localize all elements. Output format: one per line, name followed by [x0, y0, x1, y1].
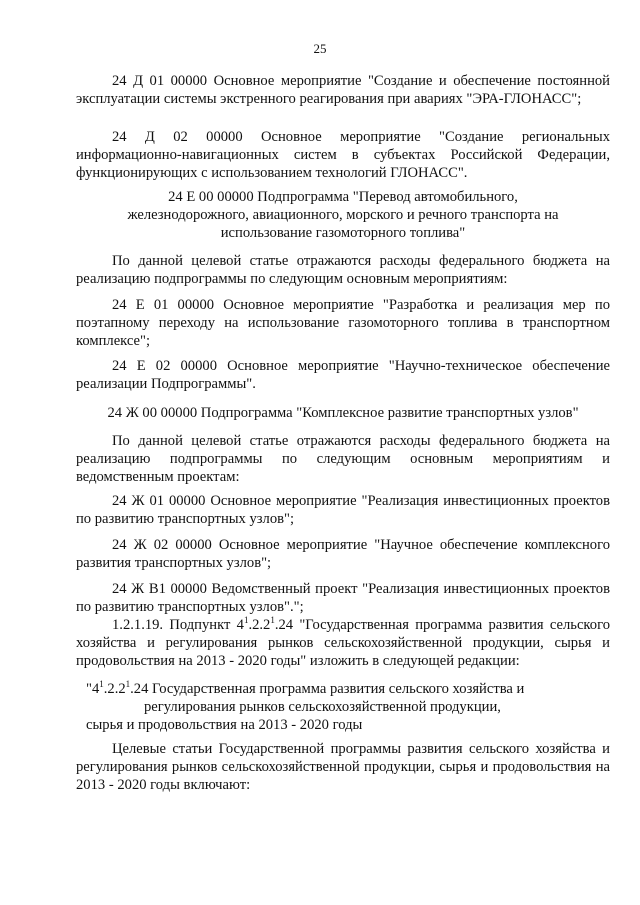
quote-line-1-rest: .24 Государственная программа развития сельского хозяйства и	[130, 681, 525, 697]
paragraph-24zh-intro: По данной целевой статье отражаются расходы федерального бюджета на реализацию подпрограммы по следующим основным мероприятиям и ведомственным проектам:	[76, 433, 610, 485]
amendment-sup-1: 1	[243, 615, 249, 626]
paragraph-24e-intro: По данной целевой статье отражаются расходы федерального бюджета на реализацию подпрограммы по следующим основным мероприятиям:	[76, 253, 610, 287]
quote-sup-2: 1	[125, 679, 131, 690]
amendment-paragraph	[76, 616, 610, 670]
quote-mid: .2.2	[103, 681, 126, 697]
quoted-heading-line-2: регулирования рынков сельскохозяйственной продукции,	[144, 699, 501, 715]
paragraph-24e02: 24 Е 02 00000 Основное мероприятие "Научно-техническое обеспечение реализации Подпрограммы".	[76, 358, 610, 392]
amendment-tail: .24 "Государственная программа развития сельского хозяйства и регулирования рынков сельскохозяйственной продукции, сырья и продовольствия на 2013 - 2020 годы" изложить в следующей редакции:	[76, 617, 610, 669]
quoted-heading	[76, 680, 610, 734]
quote-sup-1: 1	[99, 679, 104, 690]
paragraph-24d01: 24 Д 01 00000 Основное мероприятие "Создание и обеспечение постоянной эксплуатации системы экстренного реагирования при авариях "ЭРА-ГЛОНАСС";	[76, 73, 610, 107]
subprogram-heading-24zh: 24 Ж 00 00000 Подпрограмма "Комплексное развитие транспортных узлов"	[107, 405, 579, 421]
paragraph-24zh01: 24 Ж 01 00000 Основное мероприятие "Реализация инвестиционных проектов по развитию транспортных узлов";	[76, 493, 610, 527]
amendment-mid: .2.2	[248, 617, 271, 633]
page-number: 25	[313, 41, 327, 56]
final-paragraph: Целевые статьи Государственной программы развития сельского хозяйства и регулирования рынков сельскохозяйственной продукции, сырья и продовольствия на 2013 - 2020 годы включают:	[76, 741, 610, 793]
paragraph-24zh02: 24 Ж 02 00000 Основное мероприятие "Научное обеспечение комплексного развития транспортных узлов";	[76, 537, 610, 571]
subprogram-heading-24e: 24 Е 00 00000 Подпрограмма "Перевод автомобильного, железнодорожного, авиационного, морского и речного транспорта на использование газомоторного топлива"	[127, 189, 559, 241]
quoted-heading-line-1	[76, 680, 610, 698]
paragraph-24d02: 24 Д 02 00000 Основное мероприятие "Создание региональных информационно-навигационных систем в субъектах Российской Федерации, функционирующих с использованием технологий ГЛОНАСС".	[76, 129, 610, 181]
quote-open: "4	[86, 681, 100, 697]
amendment-lead: 1.2.1.19. Подпункт 4	[112, 617, 244, 633]
quoted-heading-line-3: сырья и продовольствия на 2013 - 2020 годы	[86, 717, 363, 733]
paragraph-24e01: 24 Е 01 00000 Основное мероприятие "Разработка и реализация мер по поэтапному переходу на использование газомоторного топлива в транспортном комплексе";	[76, 297, 610, 349]
paragraph-24zhv1: 24 Ж В1 00000 Ведомственный проект "Реализация инвестиционных проектов по развитию транспортных узлов".";	[76, 581, 610, 615]
amendment-sup-2: 1	[270, 615, 275, 626]
